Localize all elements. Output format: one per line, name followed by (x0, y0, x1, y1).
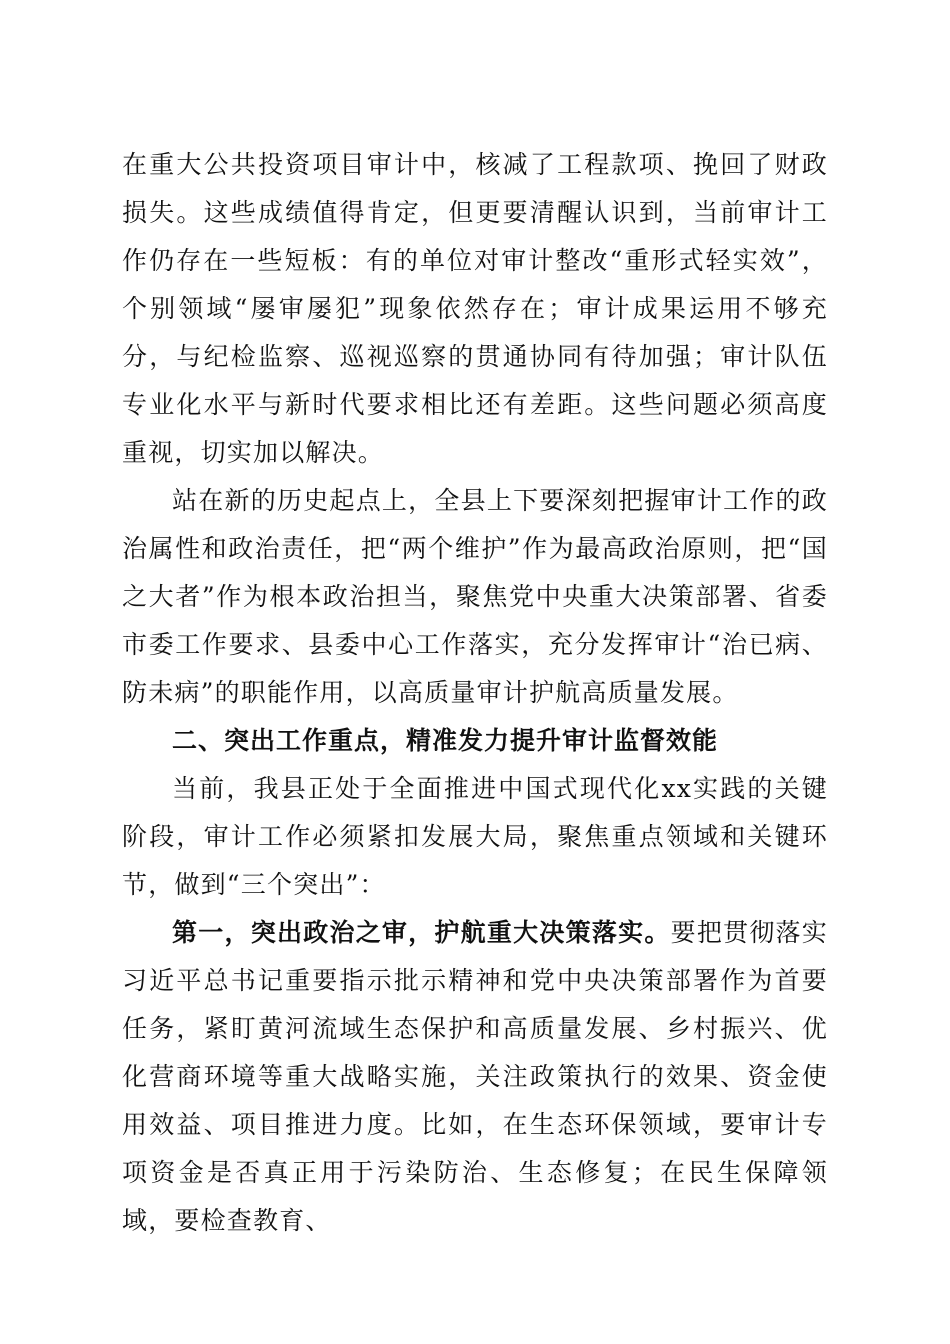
section-heading-2: 二、突出工作重点，精准发力提升审计监督效能 (172, 726, 719, 755)
paragraph-political-audit (122, 909, 828, 1245)
document-body (122, 141, 828, 1245)
paragraph-three-highlights: 当前，我县正处于全面推进中国式现代化xx实践的关键阶段，审计工作必须紧扣发展大局，聚焦重点领域和关键环节，做到“三个突出”： (122, 774, 828, 899)
paragraph-body-text: 要把贯彻落实习近平总书记重要指示批示精神和党中央决策部署作为首要任务，紧盯黄河流域生态保护和高质量发展、乡村振兴、优化营商环境等重大战略实施，关注政策执行的效果、资金使用效益、项目推进力度。比如，在生态环保领域，要审计专项资金是否真正用于污染防治、生态修复；在民生保障领域，要检查教育、 (122, 918, 828, 1235)
paragraph-new-starting-point: 站在新的历史起点上，全县上下要深刻把握审计工作的政治属性和政治责任，把“两个维护”作为最高政治原则，把“国之大者”作为根本政治担当，聚焦党中央重大决策部署、省委市委工作要求、县委中心工作落实，充分发挥审计“治已病、防未病”的职能作用，以高质量审计护航高质量发展。 (122, 486, 828, 707)
paragraph-lead-sentence: 第一，突出政治之审，护航重大决策落实。 (172, 918, 671, 947)
paragraph-audit-shortcomings: 在重大公共投资项目审计中，核减了工程款项、挽回了财政损失。这些成绩值得肯定，但更要清醒认识到，当前审计工作仍存在一些短板：有的单位对审计整改“重形式轻实效”，个别领域“屡审屡犯”现象依然存在；审计成果运用不够充分，与纪检监察、巡视巡察的贯通协同有待加强；审计队伍专业化水平与新时代要求相比还有差距。这些问题必须高度重视，切实加以解决。 (122, 150, 828, 467)
